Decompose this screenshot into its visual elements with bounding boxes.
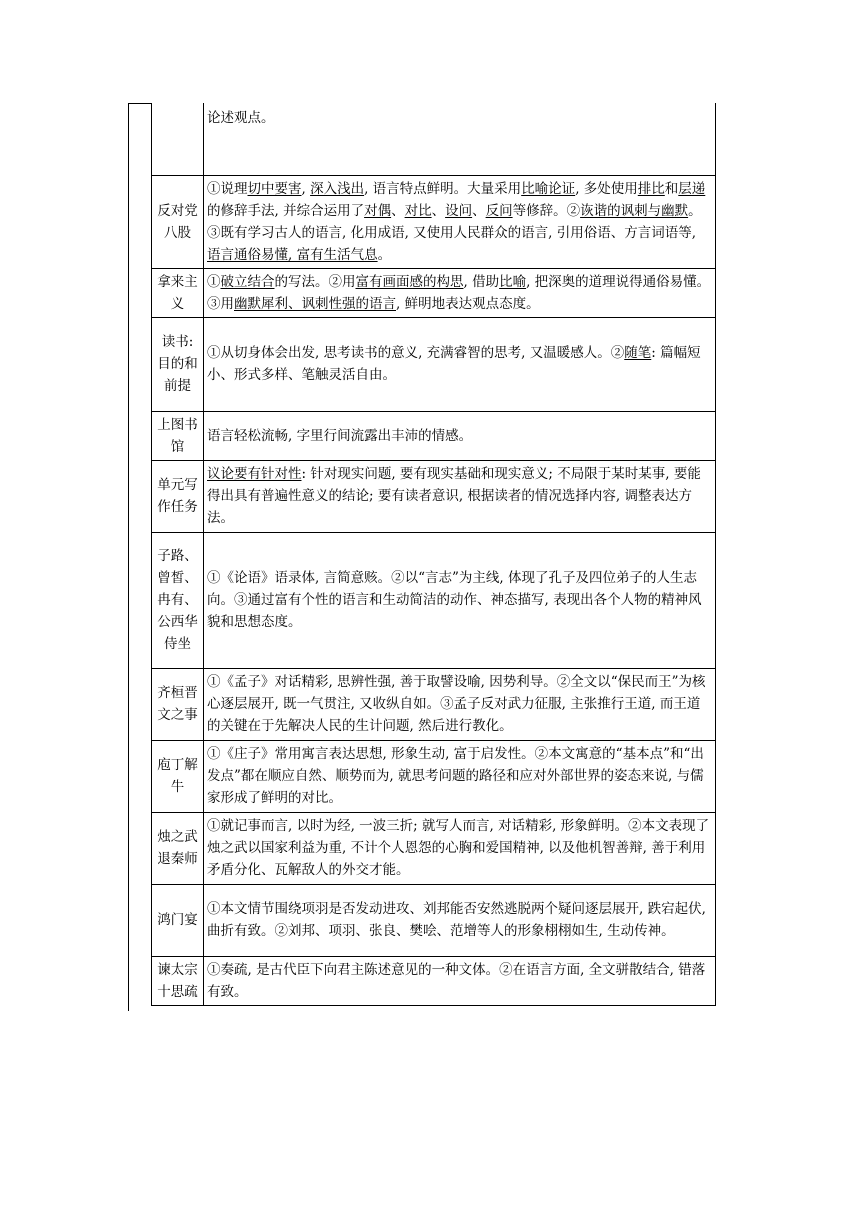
row-title: 反对党八股	[152, 175, 204, 268]
table-row	[152, 317, 716, 411]
row-content	[204, 812, 716, 884]
underlined-phrase: 切中要害	[247, 180, 302, 197]
text-segment: , 语言特点鲜明。大量采用	[364, 180, 522, 197]
text-segment: 的修辞手法, 并综合运用了	[207, 202, 365, 219]
underlined-phrase: 比喻	[499, 273, 527, 290]
text-segment: ①说理	[207, 180, 248, 197]
text-segment: ①就记事而言, 以时为经, 一波三折; 就写人而言, 对话精彩, 形象鲜明。②本文表现了烛之武以国家利益为重, 不计个人恩怨的心胸和爱国精神, 以及他机智善辩, 善于利用矛盾分化、瓦解敌人的外交才能。	[207, 818, 710, 878]
underlined-phrase: 层递	[678, 180, 706, 197]
text-segment: ①从切身体会出发, 思考读书的意义, 充满睿智的思考, 又温暖感人。②	[207, 345, 625, 361]
underlined-phrase: 富有画面感的构思	[355, 273, 464, 290]
text-segment: 、	[431, 202, 446, 219]
underlined-phrase: 议论要有针对性	[207, 466, 302, 482]
text-segment: 、	[391, 202, 405, 219]
text-segment: 等修辞。②	[512, 202, 581, 219]
row-content	[204, 103, 716, 175]
row-title: 谏太宗十思疏	[152, 956, 204, 1005]
underlined-phrase: 设问	[445, 202, 473, 219]
underlined-phrase: 对比	[404, 202, 432, 219]
outer-frame-left-line	[128, 103, 129, 1011]
underlined-phrase: 语言通俗易懂, 富有生活气息	[207, 246, 378, 263]
text-segment: ,	[301, 180, 311, 197]
row-content	[204, 317, 716, 411]
text-segment: 的写法。②用	[274, 273, 356, 290]
table-row	[152, 532, 716, 668]
text-segment: , 借助	[463, 273, 500, 290]
row-title: 烛之武退秦师	[152, 812, 204, 884]
row-title: 读书: 目的和前提	[152, 317, 204, 411]
text-segment: ①《论语》语录体, 言简意赅。②以“言志”为主线, 体现了孔子及四位弟子的人生志向。③通过富有个性的语言和生动简洁的动作、神态描写, 表现出各个人物的精神风貌和思想态度。	[207, 570, 702, 630]
table-row	[152, 175, 716, 268]
row-title: 齐桓晋文之事	[152, 668, 204, 740]
text-segment: 。	[377, 246, 392, 263]
text-segment: 语言轻松流畅, 字里行间流露出丰沛的情感。	[207, 427, 473, 444]
text-segment: 论述观点。	[207, 110, 275, 126]
summary-table	[151, 103, 716, 1006]
text-segment: ①	[207, 273, 221, 290]
row-title	[152, 103, 204, 175]
text-segment: : 针对现实问题, 要有现实基础和现实意义; 不局限于某时某事, 要能得出具有普遍性意义的结论; 要有读者意识, 根据读者的情况选择内容, 调整表达方法。	[207, 466, 701, 526]
table-row	[152, 668, 716, 740]
text-segment: 、	[472, 202, 486, 219]
row-content	[204, 668, 716, 740]
underlined-phrase: 诙谐的讽刺与幽默	[580, 202, 689, 219]
text-segment: 。③既有学习古人的语言, 化用成语, 又使用人民群众的语言, 引用俗语、方言词语等,	[207, 202, 702, 241]
text-segment: , 鲜明地表达观点态度。	[396, 295, 540, 312]
text-segment: : 篇幅短小、形式多样、笔触灵活自由。	[207, 345, 701, 383]
table-row	[152, 884, 716, 956]
row-content	[204, 175, 716, 268]
underlined-phrase: 破立结合	[220, 273, 275, 290]
underlined-phrase: 排比	[637, 180, 665, 197]
row-content	[204, 740, 716, 812]
row-title: 鸿门宴	[152, 884, 204, 956]
row-content	[204, 532, 716, 668]
row-title: 拿来主义	[152, 268, 204, 317]
underlined-phrase: 对偶	[364, 202, 392, 219]
row-content	[204, 460, 716, 532]
text-segment: ①《孟子》对话精彩, 思辨性强, 善于取譬设喻, 因势利导。②全文以“保民而王”为核心逐层展开, 既一气贯注, 又收纵自如。③孟子反对武力征服, 主张推行王道, 而王道的关键在于先解决人民的生计问题, 然后进行教化。	[207, 674, 706, 734]
row-title: 单元写作任务	[152, 460, 204, 532]
underlined-phrase: 反问	[485, 202, 513, 219]
row-content	[204, 268, 716, 317]
underlined-phrase: 随笔	[624, 345, 652, 361]
text-segment: , 把深奥的道理说得通俗易懂。③用	[207, 273, 711, 312]
table-row	[152, 460, 716, 532]
underlined-phrase: 比喻论证	[521, 180, 576, 197]
text-segment: ①奏疏, 是古代臣下向君主陈述意见的一种文体。②在语言方面, 全文骈散结合, 错落有致。	[207, 961, 706, 1000]
row-title: 上图书馆	[152, 411, 204, 460]
underlined-phrase: 深入浅出	[310, 180, 365, 197]
row-content	[204, 411, 716, 460]
row-title: 庖丁解牛	[152, 740, 204, 812]
row-content	[204, 884, 716, 956]
text-segment: , 多处使用	[575, 180, 638, 197]
row-content	[204, 956, 716, 1005]
text-segment: 和	[664, 180, 679, 197]
table-row	[152, 411, 716, 460]
table-row	[152, 268, 716, 317]
table-row	[152, 956, 716, 1005]
outer-frame-top-line	[128, 103, 151, 104]
text-segment: ①本文情节围绕项羽是否发动进攻、刘邦能否安然逃脱两个疑问逐层展开, 跌宕起伏, 曲折有致。②刘邦、项羽、张良、樊哙、范增等人的形象栩栩如生, 生动传神。	[207, 901, 706, 939]
table-row	[152, 812, 716, 884]
table-row	[152, 740, 716, 812]
text-segment: ①《庄子》常用寓言表达思想, 形象生动, 富于启发性。②本文寓意的“基本点”和“出发点”都在顺应自然、顺势而为, 就思考问题的路径和应对外部世界的姿态来说, 与儒家形成了鲜明的对比。	[207, 746, 704, 806]
underlined-phrase: 幽默犀利、讽刺性强的语言	[234, 295, 396, 312]
row-title: 子路、曾皙、冉有、公西华侍坐	[152, 532, 204, 668]
table-row	[152, 103, 716, 175]
